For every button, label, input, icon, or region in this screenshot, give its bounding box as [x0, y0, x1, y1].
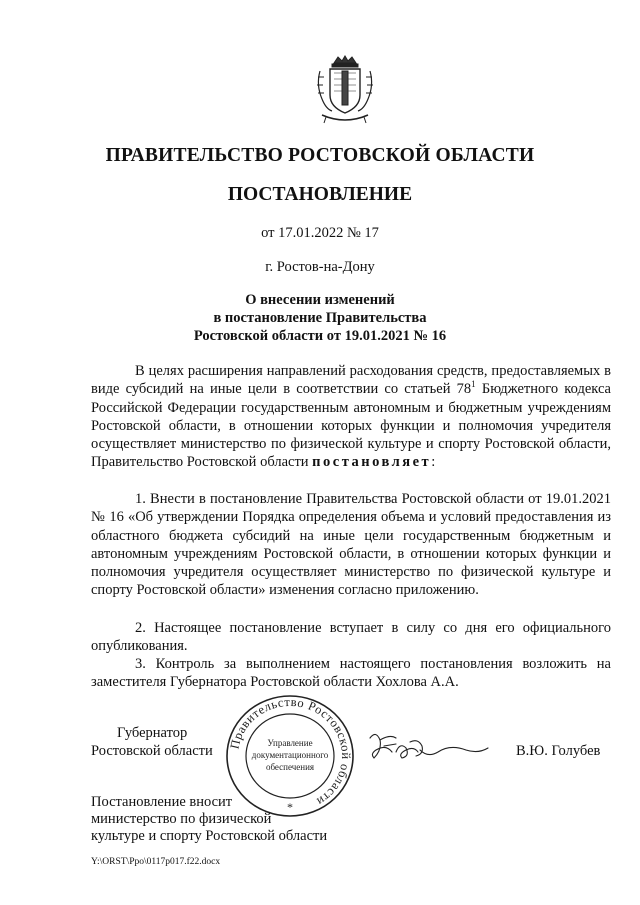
article-superscript: 1	[471, 379, 476, 390]
stamp-star: *	[287, 800, 293, 814]
official-stamp	[224, 694, 356, 818]
item-2	[91, 619, 611, 656]
file-path: Y:\ORST\Ppo\0117p017.f22.docx	[91, 857, 221, 867]
decree-word: постановляет	[312, 454, 432, 471]
preamble-text-b: Бюджетного кодекса Российской Федерации государственным автономным и бюджетным учреждениям Ростовской области, в отношении которых функции и полномочия учредителя осуществляет министерство по физической культуре и спорту Ростовской области, Правительство Ростовской области	[91, 381, 611, 471]
org-title: ПРАВИТЕЛЬСТВО РОСТОВСКОЙ ОБЛАСТИ	[105, 145, 535, 166]
subject-line-3: Ростовской области от 19.01.2021 № 16	[193, 328, 447, 344]
submitted-by-line-1: Постановление вносит	[91, 794, 233, 810]
item-1-text: 1. Внести в постановление Правительства Ростовской области от 19.01.2021 № 16 «Об утверждении Порядка определения объема и условий предоставления из областного бюджета субсидий на иные цели государственным бюджетным и автономным учреждениям Ростовской области, в отношении которых функции и полномочия учредителя осуществляет министерство по физической культуре и спорту Ростовской области» изменения согласно приложению.	[91, 491, 611, 599]
stamp-inner-line-2: документационного	[251, 750, 329, 760]
stamp-inner-line-1: Управление	[267, 738, 313, 748]
submitted-by-line-2: министерство по физической	[91, 811, 272, 827]
signer-position-line-2: Ростовской области	[91, 743, 213, 759]
item-1	[91, 490, 611, 600]
submitted-by-line-3: культуре и спорту Ростовской области	[91, 828, 328, 844]
subject-line-1: О внесении изменений	[245, 292, 395, 308]
item-2-text: 2. Настоящее постановление вступает в силу со дня его официального опубликования.	[91, 620, 611, 655]
item-3-text: 3. Контроль за выполнением настоящего постановления возложить на заместителя Губернатора Ростовской области Хохлова А.А.	[91, 656, 611, 691]
doc-city: г. Ростов-на-Дону	[265, 259, 375, 275]
handwritten-signature	[366, 728, 492, 768]
coat-of-arms-icon	[312, 55, 378, 125]
stamp-outer-text: Правительство Ростовской области	[227, 694, 354, 809]
stamp-inner-line-3: обеспечения	[265, 762, 315, 772]
preamble-text-a: В целях расширения направлений расходования средств, предоставляемых в виде субсидий на иные цели в соответствии со статьей 78	[91, 363, 611, 398]
doc-date-number: от 17.01.2022 № 17	[261, 225, 379, 241]
decree-colon: :	[431, 454, 436, 471]
doc-type-title: ПОСТАНОВЛЕНИЕ	[227, 184, 413, 205]
signer-position-line-1: Губернатор	[117, 725, 188, 741]
subject-line-2: в постановление Правительства	[213, 310, 427, 326]
preamble-paragraph	[91, 362, 611, 472]
item-3	[91, 655, 611, 692]
signer-name: В.Ю. Голубев	[516, 743, 601, 759]
